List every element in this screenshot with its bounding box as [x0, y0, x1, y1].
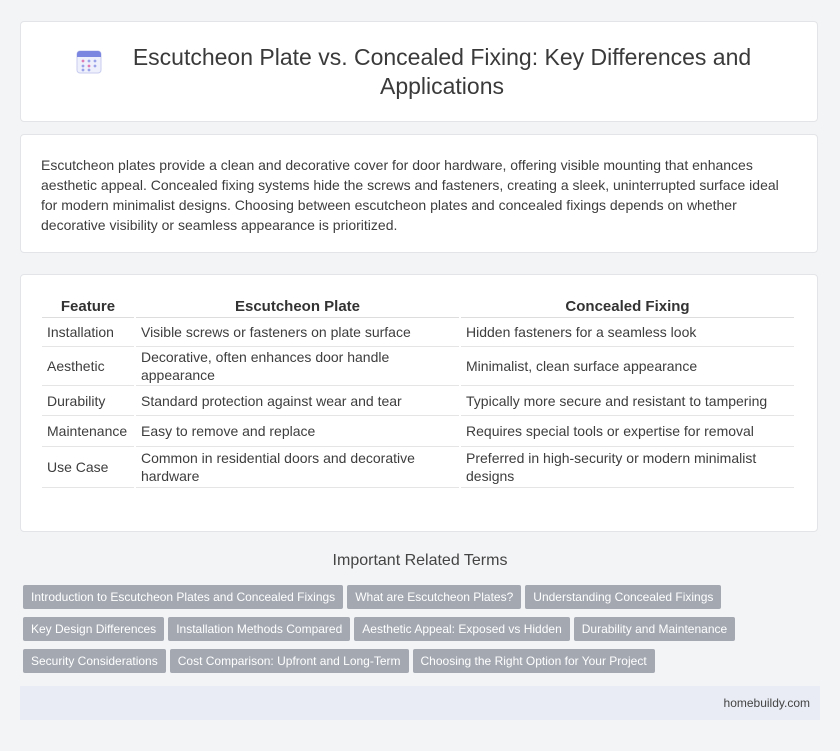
related-term-tag[interactable]: Introduction to Escutcheon Plates and Concealed Fixings [23, 585, 343, 609]
column-header: Feature [42, 295, 134, 318]
column-header: Concealed Fixing [461, 295, 794, 318]
calendar-icon [76, 49, 102, 75]
related-term-tag[interactable]: Understanding Concealed Fixings [525, 585, 721, 609]
table-row [42, 347, 794, 386]
related-terms-tags [23, 585, 823, 681]
table-cell: Easy to remove and replace [136, 416, 459, 447]
table-cell: Durability [42, 386, 134, 416]
table-cell: Decorative, often enhances door handle appearance [136, 347, 459, 386]
intro-card [20, 134, 818, 253]
comparison-table [40, 295, 796, 488]
table-cell: Visible screws or fasteners on plate surface [136, 318, 459, 347]
table-cell: Maintenance [42, 416, 134, 447]
related-term-tag[interactable]: Durability and Maintenance [574, 617, 735, 641]
footer-site-link[interactable]: homebuildy.com [723, 696, 810, 710]
table-cell: Standard protection against wear and tear [136, 386, 459, 416]
table-cell: Typically more secure and resistant to tampering [461, 386, 794, 416]
table-row [42, 318, 794, 347]
page-title: Escutcheon Plate vs. Concealed Fixing: Key Differences and Applications [132, 43, 752, 99]
related-term-tag[interactable]: Security Considerations [23, 649, 166, 673]
footer [20, 686, 820, 720]
column-header: Escutcheon Plate [136, 295, 459, 318]
header-card [20, 21, 818, 122]
table-cell: Installation [42, 318, 134, 347]
table-cell: Minimalist, clean surface appearance [461, 347, 794, 386]
table-cell: Hidden fasteners for a seamless look [461, 318, 794, 347]
table-cell: Common in residential doors and decorative hardware [136, 447, 459, 488]
comparison-table-card [20, 274, 818, 532]
table-cell: Preferred in high-security or modern minimalist designs [461, 447, 794, 488]
table-row [42, 386, 794, 416]
related-terms-title: Important Related Terms [332, 552, 508, 569]
related-term-tag[interactable]: Key Design Differences [23, 617, 164, 641]
table-cell: Use Case [42, 447, 134, 488]
related-term-tag[interactable]: What are Escutcheon Plates? [347, 585, 521, 609]
intro-paragraph: Escutcheon plates provide a clean and decorative cover for door hardware, offering visible mounting that enhances aesthetic appeal. Concealed fixing systems hide the screws and fasteners, creating a sleek, uninterrupted surface ideal for modern minimalist designs. Choosing between escutcheon plates and concealed fixings depends on whether decorative visibility or seamless appearance is prioritized. [41, 157, 779, 233]
table-cell: Aesthetic [42, 347, 134, 386]
related-term-tag[interactable]: Aesthetic Appeal: Exposed vs Hidden [354, 617, 569, 641]
table-cell: Requires special tools or expertise for removal [461, 416, 794, 447]
table-row [42, 447, 794, 488]
related-term-tag[interactable]: Cost Comparison: Upfront and Long-Term [170, 649, 409, 673]
table-header-row [42, 295, 794, 318]
related-term-tag[interactable]: Choosing the Right Option for Your Project [413, 649, 655, 673]
table-row [42, 416, 794, 447]
related-term-tag[interactable]: Installation Methods Compared [168, 617, 350, 641]
